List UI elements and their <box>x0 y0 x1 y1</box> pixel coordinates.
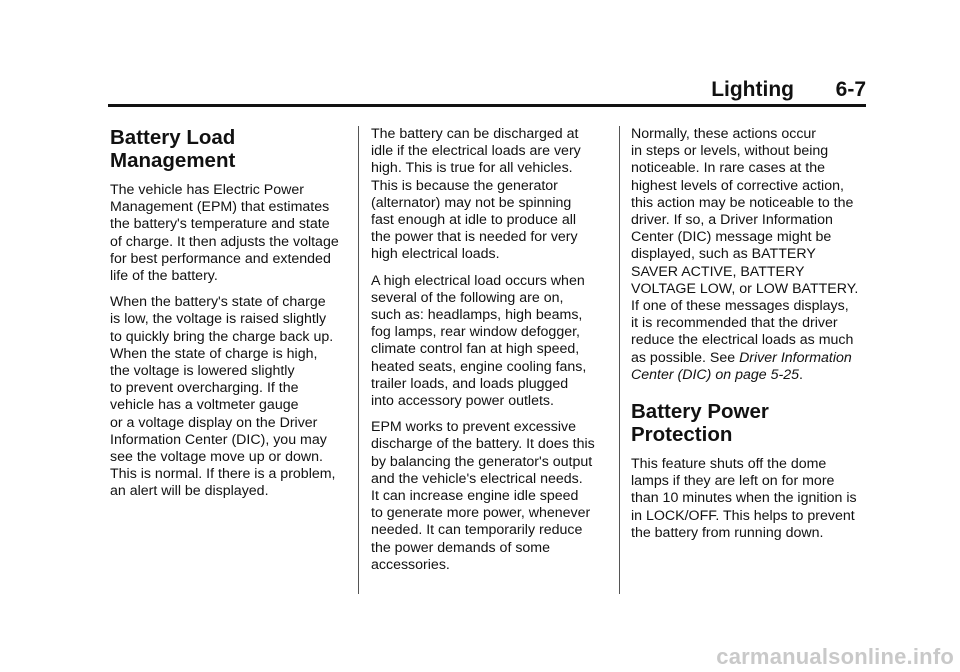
text-line: This is because the generator <box>371 177 558 194</box>
paragraph <box>631 456 871 542</box>
column-3 <box>631 126 871 551</box>
text-line: EPM works to prevent excessive <box>371 419 577 436</box>
text-line: an alert will be displayed. <box>110 483 269 500</box>
heading-battery-load-management <box>110 126 350 172</box>
text-line <box>631 350 871 367</box>
paragraph <box>371 273 611 411</box>
text-line: for best performance and extended <box>110 250 331 267</box>
column-2 <box>371 126 611 583</box>
text-line: high electrical loads. <box>371 246 500 263</box>
text-line: noticeable. In rare cases at the <box>631 160 826 177</box>
text-line: Center (DIC) message might be <box>631 229 832 246</box>
text-line: into accessory power outlets. <box>371 393 554 410</box>
text-line: accessories. <box>371 556 450 573</box>
text-line: (alternator) may not be spinning <box>371 194 572 211</box>
text-line: see the voltage move up or down. <box>110 449 323 466</box>
text-line: fog lamps, rear window defogger, <box>371 324 580 341</box>
text-line: VOLTAGE LOW, or LOW BATTERY. <box>631 280 859 297</box>
text-line: of charge. It then adjusts the voltage <box>110 233 339 250</box>
text-line: When the battery's state of charge <box>110 294 326 311</box>
column-divider <box>358 126 359 594</box>
cross-reference-link[interactable]: Driver Information <box>739 349 852 366</box>
column-divider <box>619 126 620 594</box>
text-line: heated seats, engine cooling fans, <box>371 358 587 375</box>
text-line: it is recommended that the driver <box>631 315 838 332</box>
text-line: A high electrical load occurs when <box>371 272 585 289</box>
text-line: Management (EPM) that estimates <box>110 199 330 216</box>
text-line: the battery from running down. <box>631 524 824 541</box>
text-line: The vehicle has Electric Power <box>110 182 304 198</box>
header-rule <box>108 104 866 107</box>
text-line: driver. If so, a Driver Information <box>631 212 833 229</box>
text-line: the power demands of some <box>371 539 551 556</box>
text-line: trailer loads, and loads plugged <box>371 375 569 392</box>
text-line: in LOCK/OFF. This helps to prevent <box>631 507 855 524</box>
column-1 <box>110 126 350 510</box>
text-line: The battery can be discharged at <box>371 126 579 142</box>
watermark: carmanualsonline.info <box>716 644 954 669</box>
page-number: 6-7 <box>835 78 866 101</box>
text-line: displayed, such as BATTERY <box>631 246 816 263</box>
text-line: the battery's temperature and state <box>110 216 330 233</box>
paragraph <box>631 126 871 384</box>
paragraph <box>371 419 611 574</box>
text-line: Information Center (DIC), you may <box>110 431 327 448</box>
text-line: such as: headlamps, high beams, <box>371 307 583 324</box>
text-fragment: as possible. See <box>631 349 740 366</box>
cross-reference-link[interactable]: Center (DIC) on page 5-25 <box>631 366 799 383</box>
text-line: than 10 minutes when the ignition is <box>631 490 857 507</box>
text-line: When the state of charge is high, <box>110 345 318 362</box>
text-line: climate control fan at high speed, <box>371 341 580 358</box>
text-line: SAVER ACTIVE, BATTERY <box>631 263 805 280</box>
text-line: is low, the voltage is raised slightly <box>110 311 327 328</box>
text-line: reduce the electrical loads as much <box>631 332 854 349</box>
text-line: life of the battery. <box>110 268 218 285</box>
text-line: several of the following are on, <box>371 289 564 306</box>
paragraph <box>110 294 350 500</box>
text-line: highest levels of corrective action, <box>631 177 844 194</box>
paragraph <box>110 182 350 285</box>
text-line: the voltage is lowered slightly <box>110 363 295 380</box>
text-line: to prevent overcharging. If the <box>110 380 299 397</box>
text-line: fast enough at idle to produce all <box>371 212 577 229</box>
text-line: Normally, these actions occur <box>631 126 817 142</box>
text-line: this action may be noticeable to the <box>631 194 854 211</box>
page-header <box>108 78 866 100</box>
text-fragment: . <box>798 366 803 383</box>
text-line: This is normal. If there is a problem, <box>110 466 336 483</box>
text-line: idle if the electrical loads are very <box>371 143 581 160</box>
text-line: high. This is true for all vehicles. <box>371 160 573 177</box>
heading-line: Battery Load <box>110 126 236 149</box>
paragraph <box>371 126 611 264</box>
text-line: discharge of the battery. It does this <box>371 436 595 453</box>
text-line: It can increase engine idle speed <box>371 488 579 505</box>
text-line <box>631 367 871 384</box>
text-line: needed. It can temporarily reduce <box>371 522 583 539</box>
text-line: and the vehicle's electrical needs. <box>371 470 583 487</box>
text-line: the power that is needed for very <box>371 229 578 246</box>
text-line: by balancing the generator's output <box>371 453 593 470</box>
text-line: to quickly bring the charge back up. <box>110 328 334 345</box>
text-line: vehicle has a voltmeter gauge <box>110 397 299 414</box>
text-line: to generate more power, whenever <box>371 505 591 522</box>
text-line: If one of these messages displays, <box>631 298 849 315</box>
heading-battery-power-protection: Battery Power Protection <box>631 400 769 447</box>
text-line: lamps if they are left on for more <box>631 473 835 490</box>
section-title: Lighting <box>711 78 794 101</box>
heading-line: Management <box>110 149 236 172</box>
text-line: or a voltage display on the Driver <box>110 414 318 431</box>
text-line: in steps or levels, without being <box>631 143 829 160</box>
text-line: This feature shuts off the dome <box>631 456 827 473</box>
